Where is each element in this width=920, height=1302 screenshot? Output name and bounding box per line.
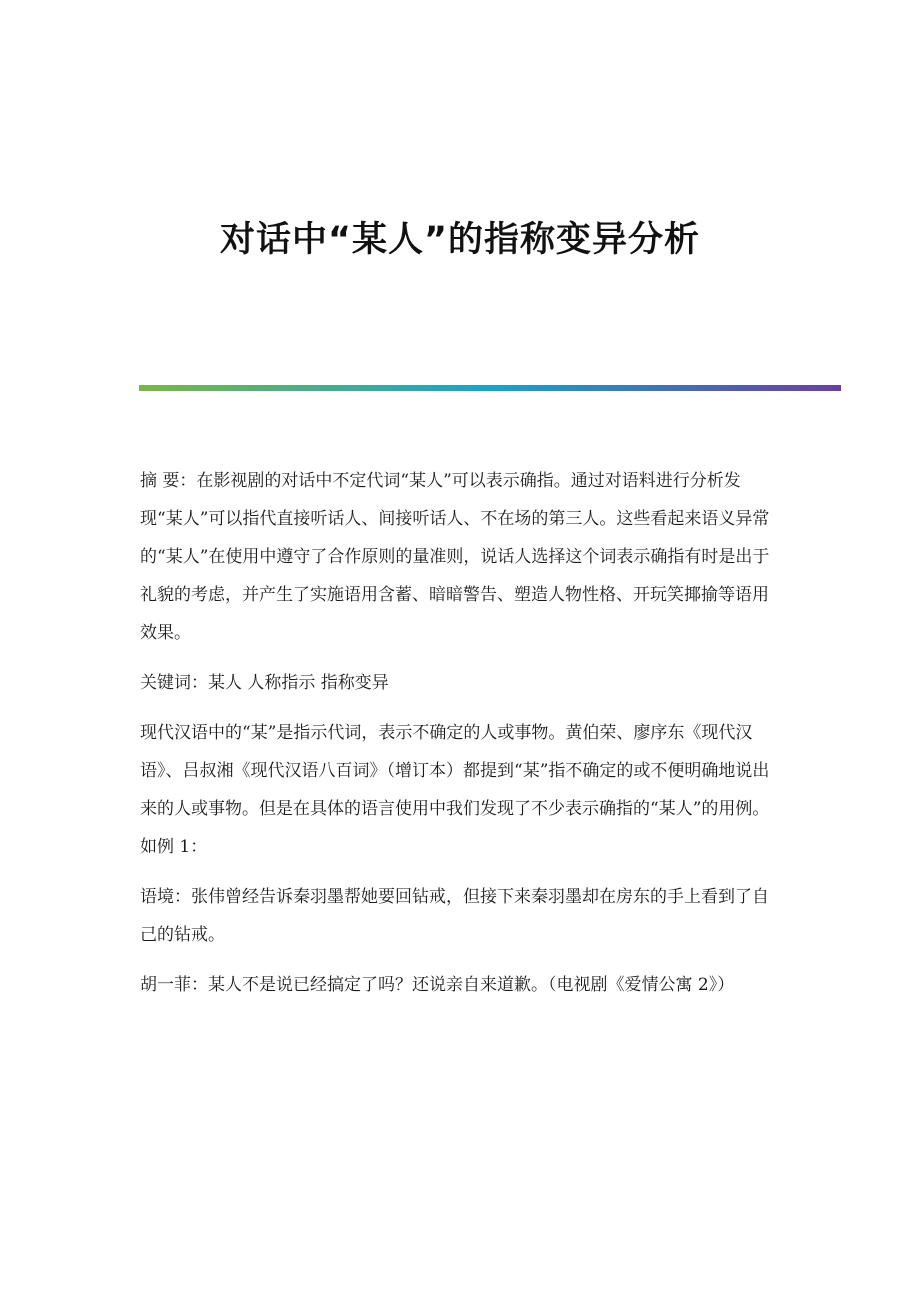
document-title: 对话中“某人”的指称变异分析 xyxy=(219,220,700,260)
keywords-paragraph: 关键词：某人 人称指示 指称变异 xyxy=(140,673,389,693)
context-paragraph: 语境：张伟曾经告诉秦羽墨帮她要回钻戒，但接下来秦羽墨却在房东的手上看到了自己的钻戒。 xyxy=(140,887,769,945)
abstract-paragraph: 摘 要：在影视剧的对话中不定代词“某人”可以表示确指。通过对语料进行分析发现“某人”可以指代直接听话人、间接听话人、不在场的第三人。这些看起来语义异常的“某人”在使用中遵守了合作原则的量准则，说话人选择这个词表示确指有时是出于礼貌的考虑，并产生了实施语用含蓄、暗暗警告、塑造人物性格、开玩笑揶揄等语用效果。 xyxy=(140,471,770,643)
decorative-gradient-rule xyxy=(139,385,841,391)
document-body xyxy=(140,462,780,1016)
intro-paragraph: 现代汉语中的“某”是指示代词，表示不确定的人或事物。黄伯荣、廖序东《现代汉语》、吕叔湘《现代汉语八百词》（增订本）都提到“某”指不确定的或不便明确地说出来的人或事物。但是在具体的语言使用中我们发现了不少表示确指的“某人”的用例。如例 1： xyxy=(140,723,770,857)
example-quote-paragraph: 胡一菲：某人不是说已经搞定了吗？还说亲自来道歉。（电视剧《爱情公寓 2》） xyxy=(140,975,735,995)
